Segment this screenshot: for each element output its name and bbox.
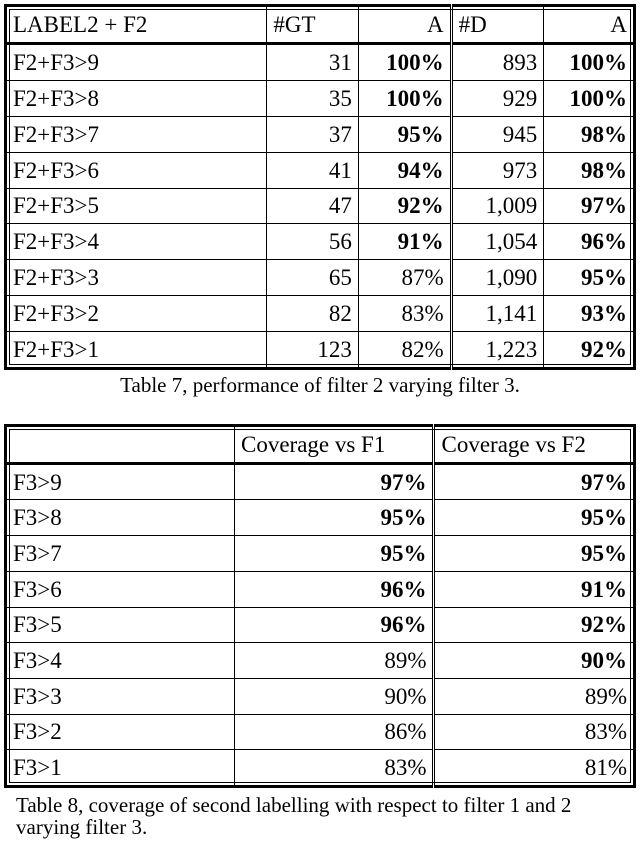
table-cell: F3>3 bbox=[6, 678, 235, 714]
table-cell: F3>4 bbox=[6, 643, 235, 679]
table-cell: 92% bbox=[434, 607, 635, 643]
table-cell: 82 bbox=[267, 296, 358, 332]
table-cell: 100% bbox=[544, 80, 635, 116]
table-cell: 41 bbox=[267, 152, 358, 188]
table-row bbox=[6, 536, 635, 572]
table-cell: 98% bbox=[544, 116, 635, 152]
table-cell: 83% bbox=[358, 296, 451, 332]
table-cell: F3>6 bbox=[6, 571, 235, 607]
table-row bbox=[6, 463, 635, 500]
table-cell: 89% bbox=[234, 643, 434, 679]
table-cell: 89% bbox=[434, 678, 635, 714]
table-row bbox=[6, 678, 635, 714]
table-cell: 91% bbox=[434, 571, 635, 607]
table-cell: 31 bbox=[267, 44, 358, 81]
table-cell: 893 bbox=[451, 44, 544, 81]
table-cell: 97% bbox=[544, 188, 635, 224]
table-cell: 56 bbox=[267, 224, 358, 260]
table-cell: 95% bbox=[234, 500, 434, 536]
table-cell: F2+F3>7 bbox=[6, 116, 267, 152]
column-header: #GT bbox=[267, 6, 358, 44]
table-cell: 95% bbox=[434, 500, 635, 536]
table-cell: 96% bbox=[234, 607, 434, 643]
table-cell: 97% bbox=[434, 463, 635, 500]
table-row bbox=[6, 224, 635, 260]
table-cell: 1,223 bbox=[451, 331, 544, 368]
table-header-row bbox=[6, 426, 635, 464]
table-cell: 95% bbox=[434, 536, 635, 572]
table-row bbox=[6, 500, 635, 536]
column-header: A bbox=[358, 6, 451, 44]
table-cell: F2+F3>5 bbox=[6, 188, 267, 224]
table-cell: F2+F3>1 bbox=[6, 331, 267, 368]
table-cell: 81% bbox=[434, 750, 635, 787]
table-cell: 90% bbox=[234, 678, 434, 714]
table-8 bbox=[4, 424, 636, 788]
table-cell: F3>1 bbox=[6, 750, 235, 787]
table-cell: 65 bbox=[267, 260, 358, 296]
column-header bbox=[6, 426, 235, 464]
table-cell: F3>7 bbox=[6, 536, 235, 572]
table-7-caption: Table 7, performance of filter 2 varying filter 3. bbox=[120, 373, 520, 397]
table-cell: 95% bbox=[544, 260, 635, 296]
table-cell: 83% bbox=[434, 714, 635, 750]
column-header: Coverage vs F1 bbox=[234, 426, 434, 464]
table-cell: F2+F3>8 bbox=[6, 80, 267, 116]
column-header: A bbox=[544, 6, 635, 44]
table-cell: 1,141 bbox=[451, 296, 544, 332]
table-row bbox=[6, 643, 635, 679]
table-cell: F2+F3>2 bbox=[6, 296, 267, 332]
table-row bbox=[6, 296, 635, 332]
table-cell: 91% bbox=[358, 224, 451, 260]
table-cell: 92% bbox=[358, 188, 451, 224]
table-cell: 87% bbox=[358, 260, 451, 296]
column-header: #D bbox=[451, 6, 544, 44]
table-cell: F2+F3>6 bbox=[6, 152, 267, 188]
table-7 bbox=[4, 4, 636, 370]
table-row bbox=[6, 331, 635, 368]
table-cell: 92% bbox=[544, 331, 635, 368]
table-cell: 35 bbox=[267, 80, 358, 116]
table-header-row bbox=[6, 6, 635, 44]
table-row bbox=[6, 116, 635, 152]
table-row bbox=[6, 714, 635, 750]
table-cell: 95% bbox=[358, 116, 451, 152]
table-cell: F3>2 bbox=[6, 714, 235, 750]
table-cell: 98% bbox=[544, 152, 635, 188]
table-cell: 86% bbox=[234, 714, 434, 750]
table-8-caption: Table 8, coverage of second labelling with respect to filter 1 and 2 varying filter 3. bbox=[16, 793, 572, 840]
table-cell: 95% bbox=[234, 536, 434, 572]
table-cell: 83% bbox=[234, 750, 434, 787]
table-cell: F3>8 bbox=[6, 500, 235, 536]
table-cell: 1,090 bbox=[451, 260, 544, 296]
table-cell: F2+F3>4 bbox=[6, 224, 267, 260]
table-cell: 1,054 bbox=[451, 224, 544, 260]
table-cell: 123 bbox=[267, 331, 358, 368]
table-row bbox=[6, 260, 635, 296]
table-cell: 96% bbox=[234, 571, 434, 607]
table-cell: 1,009 bbox=[451, 188, 544, 224]
table-row bbox=[6, 152, 635, 188]
column-header: LABEL2 + F2 bbox=[6, 6, 267, 44]
table-cell: 37 bbox=[267, 116, 358, 152]
table-cell: 96% bbox=[544, 224, 635, 260]
table-row bbox=[6, 44, 635, 81]
table-cell: F2+F3>3 bbox=[6, 260, 267, 296]
table-cell: F3>9 bbox=[6, 463, 235, 500]
table-cell: 90% bbox=[434, 643, 635, 679]
table-row bbox=[6, 571, 635, 607]
column-header: Coverage vs F2 bbox=[434, 426, 635, 464]
table-cell: 47 bbox=[267, 188, 358, 224]
table-cell: 100% bbox=[358, 80, 451, 116]
table-cell: 97% bbox=[234, 463, 434, 500]
table-cell: 100% bbox=[544, 44, 635, 81]
table-cell: 82% bbox=[358, 331, 451, 368]
table-cell: 929 bbox=[451, 80, 544, 116]
table-cell: 973 bbox=[451, 152, 544, 188]
table-row bbox=[6, 607, 635, 643]
table-cell: F3>5 bbox=[6, 607, 235, 643]
table-cell: 94% bbox=[358, 152, 451, 188]
table-row bbox=[6, 80, 635, 116]
table-row bbox=[6, 188, 635, 224]
table-row bbox=[6, 750, 635, 787]
table-cell: 93% bbox=[544, 296, 635, 332]
table-cell: F2+F3>9 bbox=[6, 44, 267, 81]
table-cell: 945 bbox=[451, 116, 544, 152]
table-cell: 100% bbox=[358, 44, 451, 81]
